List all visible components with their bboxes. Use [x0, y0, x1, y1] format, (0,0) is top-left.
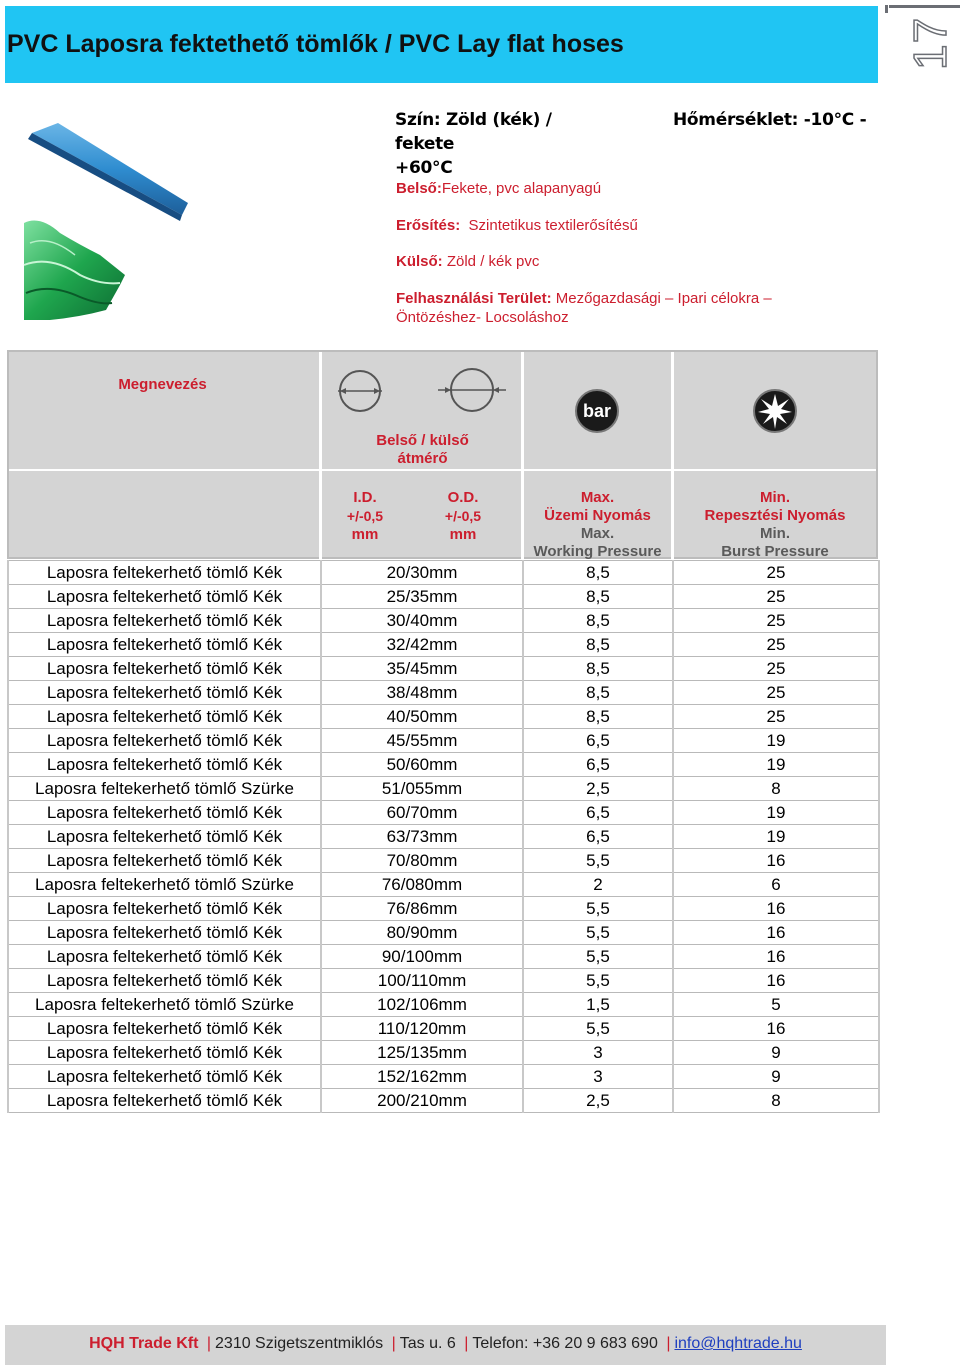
- cell-working-pressure: 6,5: [523, 729, 673, 753]
- header-wp-2: Üzemi Nyomás: [544, 507, 651, 524]
- cell-working-pressure: 1,5: [523, 993, 673, 1017]
- cell-burst-pressure: 19: [673, 825, 879, 849]
- cell-burst-pressure: 19: [673, 753, 879, 777]
- cell-name: Laposra feltekerhető tömlő Kék: [8, 945, 321, 969]
- cell-name: Laposra feltekerhető tömlő Kék: [8, 801, 321, 825]
- spec-use-value: Mezőgazdasági – Ipari célokra –: [555, 290, 772, 307]
- table-row: [8, 1065, 879, 1089]
- cell-name: Laposra feltekerhető tömlő Kék: [8, 585, 321, 609]
- cell-burst-pressure: 16: [673, 1017, 879, 1041]
- footer-separator: |: [464, 1335, 469, 1352]
- cell-working-pressure: 5,5: [523, 921, 673, 945]
- hose-table: [7, 560, 880, 1113]
- cell-name: Laposra feltekerhető tömlő Kék: [8, 1041, 321, 1065]
- cell-size: 100/110mm: [321, 969, 523, 993]
- table-row: [8, 969, 879, 993]
- table-row: [8, 897, 879, 921]
- cell-working-pressure: 5,5: [523, 849, 673, 873]
- table-row: [8, 1017, 879, 1041]
- cell-working-pressure: 5,5: [523, 1017, 673, 1041]
- table-row: [8, 777, 879, 801]
- cell-working-pressure: 3: [523, 1065, 673, 1089]
- table-row: [8, 825, 879, 849]
- cell-size: 90/100mm: [321, 945, 523, 969]
- cell-burst-pressure: 25: [673, 705, 879, 729]
- page-title: PVC Laposra fektethető tömlők / PVC Lay flat hoses: [7, 30, 624, 58]
- table-row: [8, 681, 879, 705]
- cell-name: Laposra feltekerhető tömlő Kék: [8, 657, 321, 681]
- header-diameter-1: Belső / külső: [376, 432, 469, 449]
- cell-working-pressure: 8,5: [523, 705, 673, 729]
- cell-burst-pressure: 5: [673, 993, 879, 1017]
- table-row: [8, 945, 879, 969]
- spec-use-value-2: Öntözéshez- Locsoláshoz: [396, 309, 569, 326]
- spec-inner-label: Belső:: [396, 180, 442, 197]
- cell-size: 32/42mm: [321, 633, 523, 657]
- burst-icon: [752, 388, 798, 434]
- cell-burst-pressure: 9: [673, 1041, 879, 1065]
- footer-address: 2310 Szigetszentmiklós: [215, 1335, 384, 1352]
- table-row: [8, 609, 879, 633]
- header-bp-1: Min.: [760, 489, 790, 506]
- cell-burst-pressure: 25: [673, 633, 879, 657]
- spec-outer-value: Zöld / kék pvc: [446, 253, 540, 270]
- page-number-frame: [889, 5, 960, 8]
- header-bp-3: Min.: [760, 525, 790, 542]
- cell-working-pressure: 8,5: [523, 633, 673, 657]
- cell-size: 60/70mm: [321, 801, 523, 825]
- table-row: [8, 585, 879, 609]
- cell-burst-pressure: 25: [673, 657, 879, 681]
- header-bp-2: Repesztési Nyomás: [704, 507, 846, 524]
- spec-temp-cont: +60°C: [395, 158, 453, 178]
- cell-size: 76/080mm: [321, 873, 523, 897]
- table-row: [8, 873, 879, 897]
- page-number: 17: [904, 16, 956, 70]
- cell-size: 45/55mm: [321, 729, 523, 753]
- header-od-2: +/-0,5: [444, 508, 482, 524]
- header-divider-horizontal: [9, 469, 876, 471]
- cell-working-pressure: 6,5: [523, 753, 673, 777]
- cell-burst-pressure: 16: [673, 849, 879, 873]
- footer-text: [5, 1335, 886, 1353]
- cell-working-pressure: 2,5: [523, 777, 673, 801]
- footer: [5, 1325, 886, 1365]
- table-row: [8, 993, 879, 1017]
- cell-working-pressure: 8,5: [523, 585, 673, 609]
- spec-outer-label: Külső:: [396, 253, 443, 270]
- cell-size: 70/80mm: [321, 849, 523, 873]
- cell-burst-pressure: 19: [673, 729, 879, 753]
- header-id-1: I.D.: [353, 489, 377, 506]
- header-bp-4: Burst Pressure: [721, 543, 829, 560]
- header-burst-pressure: [674, 489, 876, 561]
- header-diameter-2: átmérő: [397, 450, 448, 467]
- header-wp-1: Max.: [580, 489, 615, 506]
- cell-name: Laposra feltekerhető tömlő Kék: [8, 705, 321, 729]
- cell-working-pressure: 5,5: [523, 945, 673, 969]
- cell-working-pressure: 8,5: [523, 681, 673, 705]
- table-row: [8, 801, 879, 825]
- cell-burst-pressure: 25: [673, 609, 879, 633]
- table-row: [8, 729, 879, 753]
- cell-working-pressure: 8,5: [523, 609, 673, 633]
- footer-separator: |: [666, 1335, 671, 1352]
- cell-size: 102/106mm: [321, 993, 523, 1017]
- spec-outer: [396, 252, 539, 271]
- cell-name: Laposra feltekerhető tömlő Kék: [8, 825, 321, 849]
- cell-size: 50/60mm: [321, 753, 523, 777]
- cell-name: Laposra feltekerhető tömlő Kék: [8, 849, 321, 873]
- header-diameter: [340, 432, 505, 468]
- cell-size: 35/45mm: [321, 657, 523, 681]
- header-od: [428, 489, 498, 544]
- cell-working-pressure: 6,5: [523, 825, 673, 849]
- cell-size: 51/055mm: [321, 777, 523, 801]
- cell-name: Laposra feltekerhető tömlő Kék: [8, 897, 321, 921]
- cell-size: 152/162mm: [321, 1065, 523, 1089]
- table-row: [8, 1041, 879, 1065]
- cell-size: 40/50mm: [321, 705, 523, 729]
- footer-street: Tas u. 6: [399, 1335, 456, 1352]
- bar-pressure-icon: [574, 388, 620, 434]
- hose-product-image: [20, 115, 190, 330]
- cell-name: Laposra feltekerhető tömlő Kék: [8, 729, 321, 753]
- cell-working-pressure: 2: [523, 873, 673, 897]
- footer-company: HQH Trade Kft: [89, 1335, 199, 1352]
- cell-size: 20/30mm: [321, 561, 523, 585]
- page-number-frame-left: [885, 5, 888, 13]
- cell-size: 80/90mm: [321, 921, 523, 945]
- cell-name: Laposra feltekerhető tömlő Szürke: [8, 993, 321, 1017]
- table-row: [8, 849, 879, 873]
- cell-working-pressure: 8,5: [523, 561, 673, 585]
- cell-size: 63/73mm: [321, 825, 523, 849]
- spec-inner-value: Fekete, pvc alapanyagú: [441, 180, 602, 197]
- spec-reinforcement: [396, 216, 638, 235]
- cell-burst-pressure: 16: [673, 897, 879, 921]
- outer-diameter-icon: [438, 366, 506, 414]
- footer-phone: Telefon: +36 20 9 683 690: [472, 1335, 658, 1352]
- cell-name: Laposra feltekerhető tömlő Kék: [8, 753, 321, 777]
- cell-name: Laposra feltekerhető tömlő Kék: [8, 921, 321, 945]
- cell-size: 76/86mm: [321, 897, 523, 921]
- cell-name: Laposra feltekerhető tömlő Kék: [8, 1065, 321, 1089]
- cell-working-pressure: 5,5: [523, 897, 673, 921]
- cell-working-pressure: 5,5: [523, 969, 673, 993]
- spec-usage: [396, 289, 772, 327]
- cell-burst-pressure: 9: [673, 1065, 879, 1089]
- table-row: [8, 561, 879, 585]
- cell-burst-pressure: 6: [673, 873, 879, 897]
- header-id: [330, 489, 400, 544]
- cell-name: Laposra feltekerhető tömlő Szürke: [8, 777, 321, 801]
- cell-name: Laposra feltekerhető tömlő Kék: [8, 633, 321, 657]
- header-id-2: +/-0,5: [346, 508, 384, 524]
- cell-name: Laposra feltekerhető tömlő Kék: [8, 969, 321, 993]
- table-row: [8, 657, 879, 681]
- cell-burst-pressure: 25: [673, 585, 879, 609]
- cell-burst-pressure: 8: [673, 777, 879, 801]
- spec-reinf-value: Szintetikus textilerősítésű: [468, 217, 638, 234]
- cell-name: Laposra feltekerhető tömlő Kék: [8, 1089, 321, 1113]
- footer-separator: |: [391, 1335, 396, 1352]
- table-row: [8, 1089, 879, 1113]
- cell-size: 200/210mm: [321, 1089, 523, 1113]
- cell-size: 38/48mm: [321, 681, 523, 705]
- spec-color-text: Szín: Zöld (kék) / fekete: [395, 110, 552, 154]
- header-wp-4: Working Pressure: [533, 543, 662, 560]
- table-row: [8, 633, 879, 657]
- cell-working-pressure: 6,5: [523, 801, 673, 825]
- header-od-1: O.D.: [447, 489, 479, 506]
- spec-use-label: Felhasználási Terület:: [396, 290, 552, 307]
- cell-burst-pressure: 25: [673, 561, 879, 585]
- bar-icon-text: bar: [582, 401, 612, 421]
- header-divider: [319, 352, 322, 559]
- cell-burst-pressure: 16: [673, 945, 879, 969]
- header-od-3: mm: [449, 526, 477, 543]
- cell-size: 30/40mm: [321, 609, 523, 633]
- spec-reinf-label: Erősítés:: [396, 217, 461, 234]
- cell-working-pressure: 3: [523, 1041, 673, 1065]
- footer-separator: |: [206, 1335, 212, 1352]
- header-wp-3: Max.: [580, 525, 615, 542]
- cell-name: Laposra feltekerhető tömlő Kék: [8, 681, 321, 705]
- footer-email-link[interactable]: info@hqhtrade.hu: [674, 1335, 802, 1352]
- inner-diameter-icon: [336, 368, 384, 414]
- cell-working-pressure: 8,5: [523, 657, 673, 681]
- table-row: [8, 921, 879, 945]
- header-id-3: mm: [351, 526, 379, 543]
- table-row: [8, 705, 879, 729]
- spec-inner: [396, 179, 601, 198]
- cell-name: Laposra feltekerhető tömlő Kék: [8, 561, 321, 585]
- cell-name: Laposra feltekerhető tömlő Szürke: [8, 873, 321, 897]
- cell-burst-pressure: 25: [673, 681, 879, 705]
- header-name: Megnevezés: [118, 376, 207, 393]
- cell-working-pressure: 2,5: [523, 1089, 673, 1113]
- cell-size: 125/135mm: [321, 1041, 523, 1065]
- cell-burst-pressure: 16: [673, 969, 879, 993]
- cell-burst-pressure: 16: [673, 921, 879, 945]
- cell-name: Laposra feltekerhető tömlő Kék: [8, 1017, 321, 1041]
- cell-size: 110/120mm: [321, 1017, 523, 1041]
- cell-size: 25/35mm: [321, 585, 523, 609]
- cell-burst-pressure: 19: [673, 801, 879, 825]
- header-working-pressure: [524, 489, 671, 561]
- cell-burst-pressure: 8: [673, 1089, 879, 1113]
- cell-name: Laposra feltekerhető tömlő Kék: [8, 609, 321, 633]
- spec-temperature: Hőmérséklet: -10°C -: [673, 110, 867, 130]
- table-row: [8, 753, 879, 777]
- spec-color: [395, 108, 605, 180]
